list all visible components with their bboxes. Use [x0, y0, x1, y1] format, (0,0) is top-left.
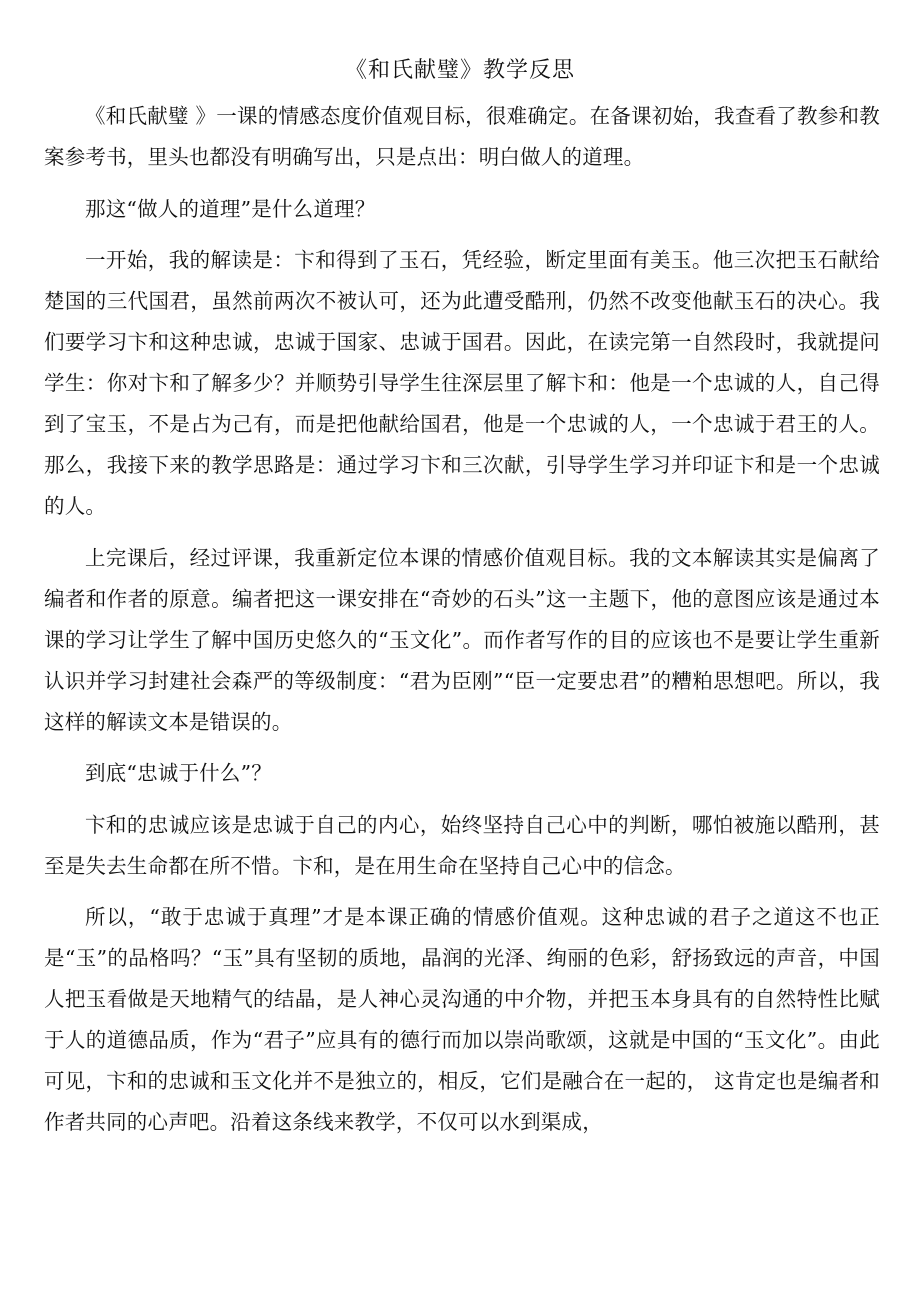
- paragraph-4: 上完课后，经过评课，我重新定位本课的情感价值观目标。我的文本解读其实是偏离了编者和作者的原意。编者把这一课安排在“奇妙的石头”这一主题下，他的意图应该是通过本课的学习让学生了解中国历史悠久的“玉文化”。而作者写作的目的应该也不是要让学生重新认识并学习封建社会森严的等级制度：“君为臣刚”“臣一定要忠君”的糟粕思想吧。所以，我这样的解读文本是错误的。: [44, 545, 880, 734]
- paragraph-2: 那这“做人的道理”是什么道理？: [85, 196, 376, 221]
- document-title: 《和氏献璧》教学反思: [344, 58, 575, 83]
- document-body: [44, 96, 880, 1154]
- paragraph-1: 《和氏献璧 》一课的情感态度价值观目标，很难确定。在备课初始，我查看了教参和教案参考书，里头也都没有明确写出，只是点出：明白做人的道理。: [44, 104, 880, 169]
- paragraph-5: 到底“忠诚于什么”？: [85, 761, 272, 785]
- paragraph-7: 所以，“敢于忠诚于真理”才是本课正确的情感价值观。这种忠诚的君子之道这不也正是“玉”的品格吗？“玉”具有坚韧的质地，晶润的光泽、绚丽的色彩，舒扬致远的声音，中国人把玉看做是天地精气的结晶，是人神心灵沟通的中介物，并把玉本身具有的自然特性比赋于人的道德品质，作为“君子”应具有的德行而加以崇尚歌颂，这就是中国的“玉文化”。由此可见，卞和的忠诚和玉文化并不是独立的，相反，它们是融合在一起的， 这肯定也是编者和作者共同的心声吧。沿着这条线来教学，不仅可以水到渠成，: [44, 905, 880, 1134]
- paragraph-6: 卞和的忠诚应该是忠诚于自己的内心，始终坚持自己心中的判断，哪怕被施以酷刑，甚至是失去生命都在所不惜。卞和，是在用生命在坚持自己心中的信念。: [44, 812, 880, 878]
- paragraph-3: 一开始，我的解读是：卞和得到了玉石，凭经验，断定里面有美玉。他三次把玉石献给楚国的三代国君，虽然前两次不被认可，还为此遭受酷刑，仍然不改变他献玉石的决心。我们要学习卞和这种忠诚，忠诚于国家、忠诚于国君。因此，在读完第一自然段时，我就提问学生：你对卞和了解多少？并顺势引导学生往深层里了解卞和：他是一个忠诚的人，自己得到了宝玉，不是占为己有，而是把他献给国君，他是一个忠诚的人，一个忠诚于君王的人。那么，我接下来的教学思路是：通过学习卞和三次献，引导学生学习并印证卞和是一个忠诚的人。: [44, 248, 880, 518]
